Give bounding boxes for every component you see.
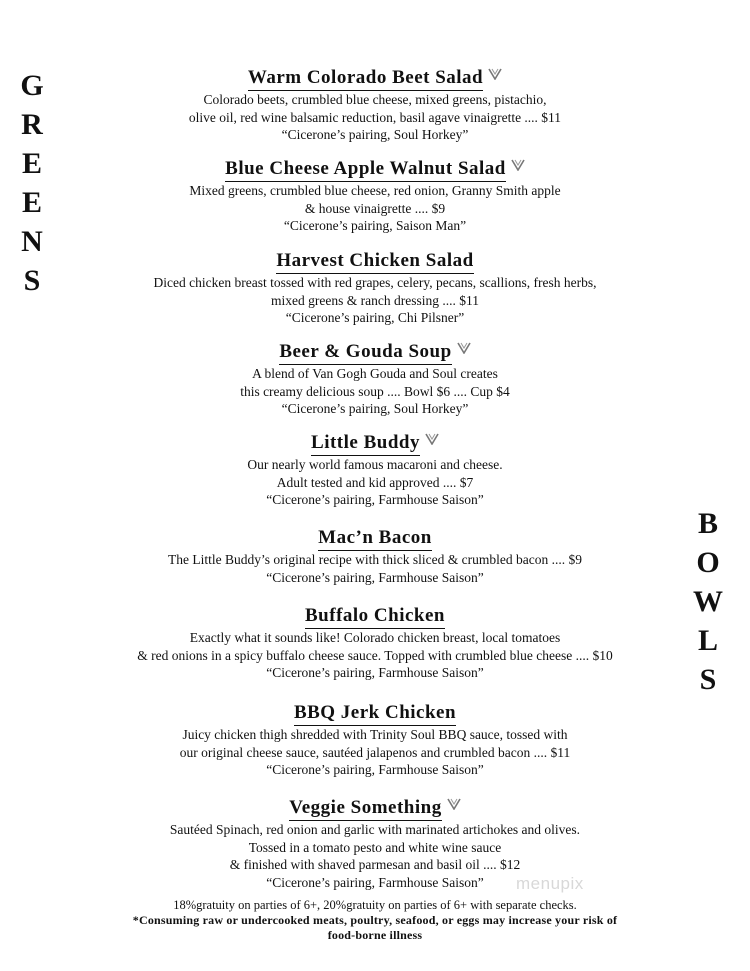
side-letter: E: [21, 186, 42, 219]
menu-item-line: “Cicerone’s pairing, Farmhouse Saison”: [266, 665, 484, 680]
food-safety-warning-cont: food-borne illness: [327, 928, 423, 942]
menu-item: [0, 157, 750, 235]
side-letter: G: [20, 69, 44, 102]
gratuity-note: 18%gratuity on parties of 6+, 20%gratuity on parties of 6+ with separate checks.: [173, 898, 577, 912]
menu-item-line: Tossed in a tomato pesto and white wine sauce: [248, 839, 502, 855]
menu-item-line: our original cheese sauce, sautéed jalapenos and crumbled bacon .... $11: [179, 744, 571, 760]
menu-item-title: Warm Colorado Beet Salad: [248, 66, 483, 91]
menu-item-title: BBQ Jerk Chicken: [294, 701, 456, 726]
menu-item-line: “Cicerone’s pairing, Soul Horkey”: [281, 127, 469, 142]
menu-item-line: “Cicerone’s pairing, Chi Pilsner”: [285, 310, 465, 325]
menu-item-line: “Cicerone’s pairing, Farmhouse Saison”: [266, 569, 484, 585]
side-letter: N: [21, 225, 43, 258]
side-letter: W: [693, 585, 723, 618]
side-letter: L: [697, 624, 718, 657]
side-letter: S: [23, 264, 41, 297]
food-safety-warning: *Consuming raw or undercooked meats, poultry, seafood, or eggs may increase your risk of: [132, 913, 618, 927]
vegetarian-icon: [457, 342, 471, 358]
vegetarian-icon: [447, 798, 461, 814]
menu-item-line: Mixed greens, crumbled blue cheese, red onion, Granny Smith apple: [189, 183, 561, 198]
menu-item-title: Buffalo Chicken: [305, 604, 445, 629]
menu-item-line: this creamy delicious soup .... Bowl $6 .... Cup $4: [240, 383, 510, 399]
menu-item-line: Exactly what it sounds like! Colorado chicken breast, local tomatoes: [189, 630, 561, 645]
menu-item-line: “Cicerone’s pairing, Saison Man”: [283, 218, 467, 233]
vegetarian-icon: [488, 68, 502, 84]
menu-item-line: “Cicerone’s pairing, Farmhouse Saison”: [266, 762, 484, 777]
menu-item: [0, 431, 750, 509]
menu-item: [0, 340, 750, 418]
menu-item: [0, 526, 750, 586]
menu-item: [0, 249, 750, 327]
vegetarian-icon: [511, 159, 525, 175]
side-letter: O: [696, 546, 720, 579]
menu-item-line: “Cicerone’s pairing, Farmhouse Saison”: [266, 874, 484, 890]
menu-item: [0, 796, 750, 891]
side-letter: E: [21, 147, 42, 180]
menu-item-title: Little Buddy: [311, 431, 420, 456]
side-letter: S: [699, 663, 717, 696]
menu-item-line: Diced chicken breast tossed with red grapes, celery, pecans, scallions, fresh herbs,: [153, 275, 597, 290]
menu-item: [0, 701, 750, 779]
menu-item-title: Beer & Gouda Soup: [279, 340, 451, 365]
menu-item-line: Our nearly world famous macaroni and cheese.: [247, 457, 503, 472]
menu-item-line: Juicy chicken thigh shredded with Trinity Soul BBQ sauce, tossed with: [182, 727, 568, 742]
menu-item-line: The Little Buddy’s original recipe with thick sliced & crumbled bacon .... $9: [168, 552, 582, 567]
menu-item-line: Colorado beets, crumbled blue cheese, mixed greens, pistachio,: [203, 92, 547, 107]
menu-item-title: Harvest Chicken Salad: [276, 249, 473, 274]
menu-item-line: Sautéed Spinach, red onion and garlic with marinated artichokes and olives.: [169, 822, 581, 837]
menu-item-line: & finished with shaved parmesan and basil oil .... $12: [229, 857, 521, 872]
menu-item-title: Mac’n Bacon: [318, 526, 432, 551]
footer: [0, 898, 750, 943]
menu-item: [0, 66, 750, 144]
watermark: menupix: [516, 874, 584, 893]
menu-item: [0, 604, 750, 682]
menu-item-line: & house vinaigrette .... $9: [304, 200, 446, 216]
menu-item-line: olive oil, red wine balsamic reduction, basil agave vinaigrette .... $11: [188, 109, 562, 125]
side-letter: B: [697, 507, 718, 540]
menu-item-line: “Cicerone’s pairing, Soul Horkey”: [281, 401, 469, 416]
menu-item-line: “Cicerone’s pairing, Farmhouse Saison”: [266, 492, 484, 507]
vegetarian-icon: [425, 433, 439, 449]
menu-item-line: A blend of Van Gogh Gouda and Soul creates: [252, 366, 498, 381]
menu-item-title: Veggie Something: [289, 796, 441, 821]
side-letter: R: [21, 108, 43, 141]
menu-item-line: mixed greens & ranch dressing .... $11: [271, 292, 479, 308]
menu-item-line: & red onions in a spicy buffalo cheese sauce. Topped with crumbled blue cheese .... $10: [137, 647, 613, 663]
menu-item-line: Adult tested and kid approved .... $7: [276, 474, 474, 490]
menu-item-title: Blue Cheese Apple Walnut Salad: [225, 157, 506, 182]
